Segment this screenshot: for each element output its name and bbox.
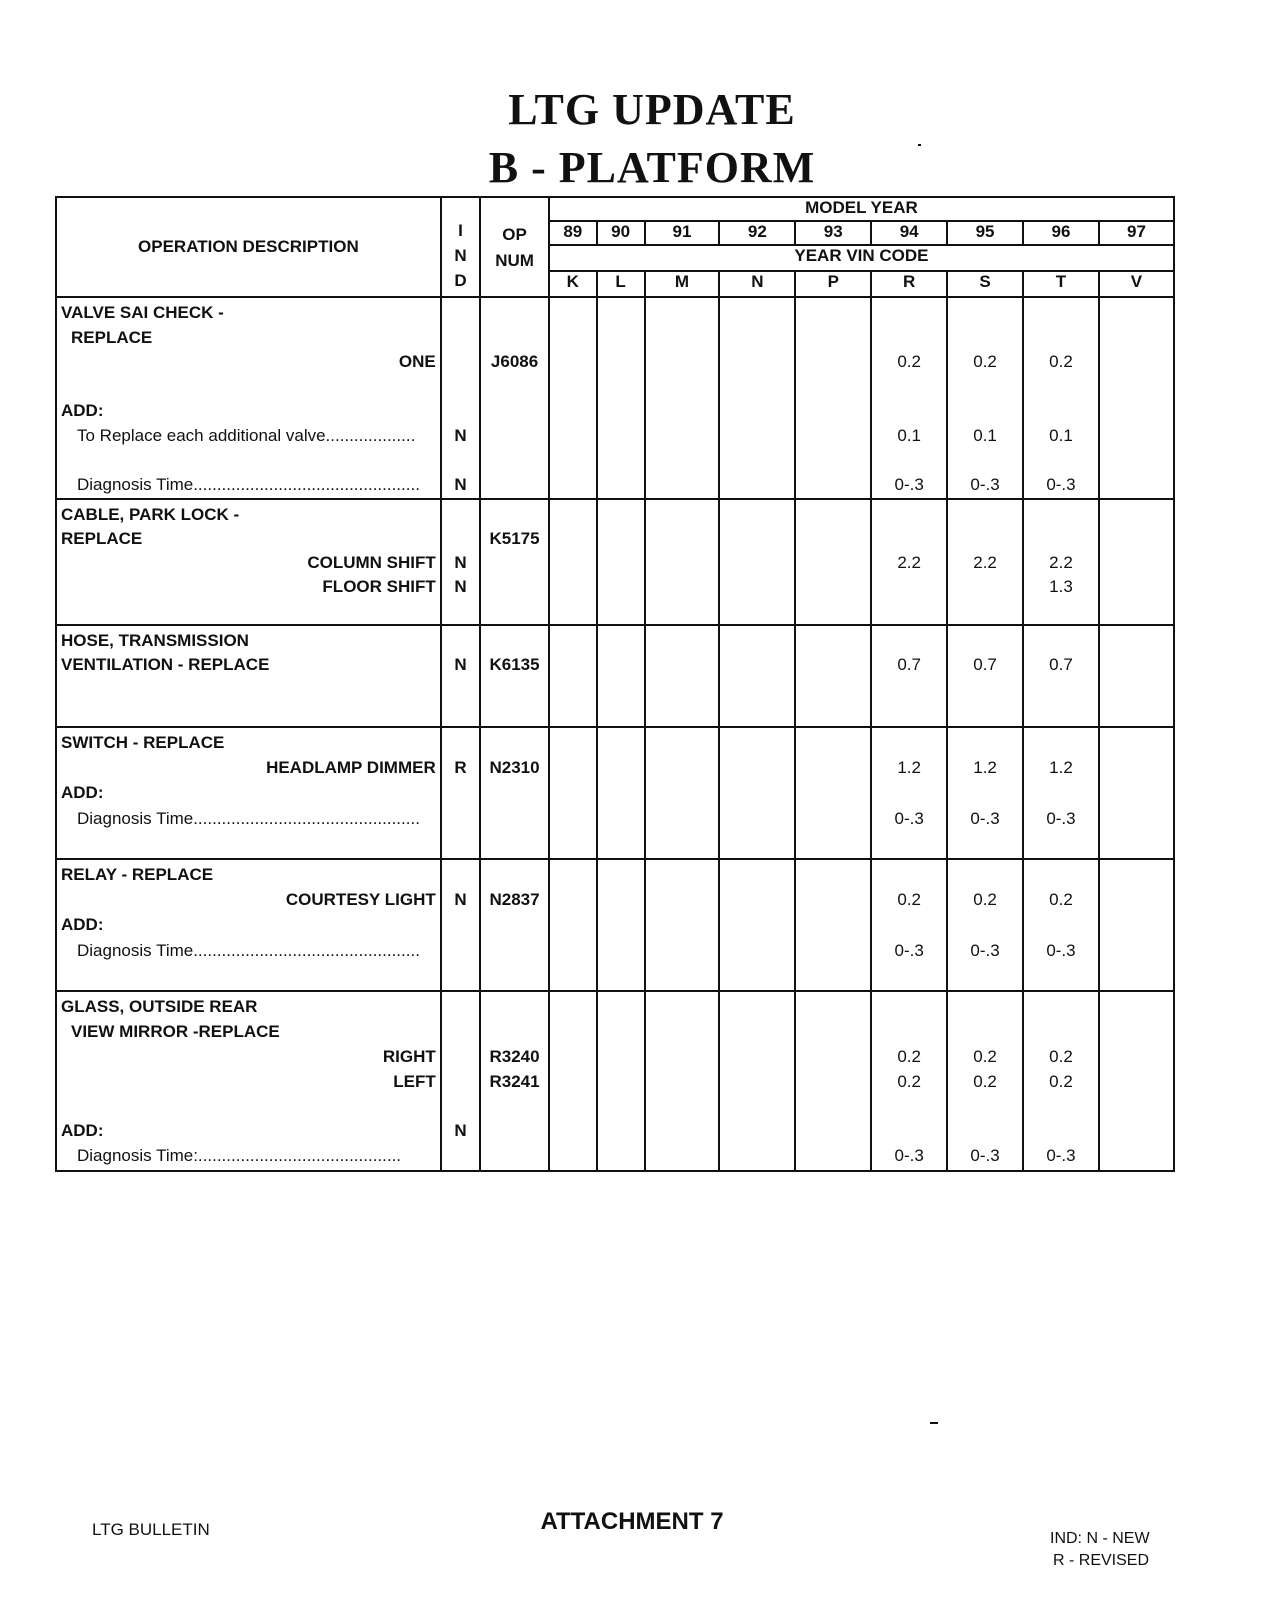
labor-time-value: 0-.3	[894, 940, 924, 960]
labor-time-value: 0-.3	[1046, 808, 1076, 828]
ind-flag: N	[454, 577, 467, 596]
year-93-cell	[795, 991, 871, 1171]
operation-label: GLASS, OUTSIDE REAR	[61, 997, 258, 1016]
op-num-cell	[480, 499, 549, 625]
year-90-cell	[597, 991, 645, 1171]
year-92-cell	[719, 991, 795, 1171]
model-year-90: 90	[597, 221, 645, 245]
labor-time-value: 0-.3	[970, 1146, 1000, 1166]
line-item-label: To Replace each additional valve...................	[77, 425, 416, 445]
labor-time-value: 0.7	[1049, 655, 1073, 674]
year-93-cell	[795, 297, 871, 499]
operation-label: RELAY - REPLACE	[61, 865, 214, 884]
year-92-cell	[719, 625, 795, 727]
op-num-cell	[480, 859, 549, 991]
op-number: K5175	[489, 529, 540, 548]
year-95-cell	[947, 991, 1023, 1171]
document-title: LTG UPDATE	[508, 85, 796, 134]
operation-section	[56, 499, 1174, 625]
op-number: J6086	[490, 352, 539, 371]
year-89-cell	[549, 859, 597, 991]
ind-flag: N	[454, 474, 467, 494]
labor-time-value: 0.1	[897, 425, 921, 445]
year-91-cell	[645, 625, 720, 727]
labor-time-value: 0.7	[897, 655, 921, 674]
operation-label: VIEW MIRROR -REPLACE	[71, 1021, 280, 1041]
line-item-label: Diagnosis Time................................................	[77, 474, 420, 494]
year-90-cell	[597, 625, 645, 727]
labor-time-value: 0.2	[1049, 352, 1073, 371]
year-97-cell	[1099, 727, 1174, 859]
op-num-cell	[480, 727, 549, 859]
labor-time-value: 0.2	[973, 1071, 997, 1091]
vin-code-l: L	[597, 271, 645, 297]
operation-label: ADD:	[61, 1121, 104, 1141]
description-cell	[56, 859, 441, 991]
year-89-cell	[549, 499, 597, 625]
scan-speck	[918, 144, 921, 146]
op-number: N2837	[489, 890, 540, 910]
year-94-cell	[871, 625, 947, 727]
year-90-cell	[597, 297, 645, 499]
year-91-cell	[645, 499, 720, 625]
labor-time-value: 1.2	[973, 758, 997, 778]
operation-label: ADD:	[61, 783, 104, 803]
labor-time-value: 0-.3	[894, 808, 924, 828]
year-90-cell	[597, 727, 645, 859]
variant-label: COLUMN SHIFT	[307, 553, 436, 572]
op-header-op: OP	[502, 225, 527, 244]
ind-cell	[441, 625, 481, 727]
year-97-cell	[1099, 499, 1174, 625]
year-94-cell	[871, 991, 947, 1171]
year-91-cell	[645, 297, 720, 499]
labor-time-value: 0.2	[1049, 890, 1073, 910]
year-90-cell	[597, 859, 645, 991]
year-95-cell	[947, 625, 1023, 727]
year-94-cell	[871, 499, 947, 625]
model-year-96: 96	[1023, 221, 1099, 245]
table-body	[56, 297, 1174, 1171]
ind-flag: N	[454, 890, 467, 910]
labor-time-value: 2.2	[897, 553, 921, 572]
ind-cell	[441, 859, 481, 991]
labor-time-value: 0.1	[973, 425, 997, 445]
op-num-cell	[480, 991, 549, 1171]
labor-time-value: 0.1	[1049, 425, 1073, 445]
description-cell	[56, 727, 441, 859]
year-92-cell	[719, 499, 795, 625]
year-94-cell	[871, 859, 947, 991]
year-96-cell	[1023, 859, 1099, 991]
year-91-cell	[645, 991, 720, 1171]
ind-flag: N	[454, 553, 467, 572]
labor-time-value: 0.2	[897, 1046, 921, 1066]
year-95-cell	[947, 297, 1023, 499]
variant-label: ONE	[398, 352, 436, 371]
year-89-cell	[549, 297, 597, 499]
year-97-cell	[1099, 625, 1174, 727]
year-94-cell	[871, 297, 947, 499]
year-96-cell	[1023, 499, 1099, 625]
model-year-91: 91	[645, 221, 720, 245]
year-95-cell	[947, 727, 1023, 859]
labor-time-value: 0.2	[897, 1071, 921, 1091]
labor-time-value: 0.2	[1049, 1071, 1073, 1091]
footer-bulletin-label: LTG BULLETIN	[92, 1520, 210, 1539]
labor-time-value: 0-.3	[1046, 1146, 1076, 1166]
year-93-cell	[795, 499, 871, 625]
description-cell	[56, 991, 441, 1171]
year-93-cell	[795, 727, 871, 859]
description-cell	[56, 297, 441, 499]
model-year-93: 93	[795, 221, 871, 245]
year-93-cell	[795, 859, 871, 991]
footer-attachment-label: ATTACHMENT 7	[540, 1508, 724, 1535]
operation-label: VENTILATION - REPLACE	[61, 655, 270, 674]
operation-section	[56, 859, 1174, 991]
year-90-cell	[597, 499, 645, 625]
ind-flag: N	[454, 425, 467, 445]
year-92-cell	[719, 297, 795, 499]
operation-section	[56, 991, 1174, 1171]
year-89-cell	[549, 727, 597, 859]
labor-time-value: 0.2	[1049, 1046, 1073, 1066]
year-vin-code-header: YEAR VIN CODE	[549, 245, 1174, 271]
model-year-94: 94	[871, 221, 947, 245]
op-header-num: NUM	[495, 251, 534, 270]
year-95-cell	[947, 499, 1023, 625]
labor-time-value: 1.3	[1049, 577, 1073, 596]
line-item-label: Diagnosis Time:...........................................	[77, 1146, 402, 1166]
year-92-cell	[719, 727, 795, 859]
labor-time-value: 0.2	[973, 890, 997, 910]
year-91-cell	[645, 859, 720, 991]
description-cell	[56, 499, 441, 625]
operation-label: HOSE, TRANSMISSION	[61, 631, 249, 650]
labor-time-value: 0-.3	[1046, 940, 1076, 960]
vin-code-v: V	[1099, 271, 1174, 297]
ind-cell	[441, 297, 481, 499]
model-year-97: 97	[1099, 221, 1174, 245]
year-91-cell	[645, 727, 720, 859]
labor-time-value: 0.2	[897, 352, 921, 371]
operation-label: ADD:	[61, 915, 104, 935]
footer-legend	[1050, 1528, 1150, 1572]
labor-time-value: 2.2	[1049, 553, 1073, 572]
labor-time-table	[55, 196, 1175, 1172]
operation-label: ADD:	[61, 401, 104, 420]
op-num-cell	[480, 297, 549, 499]
ind-header-d: D	[454, 271, 467, 290]
operation-section	[56, 297, 1174, 499]
operation-label: VALVE SAI CHECK -	[61, 303, 224, 322]
labor-time-value: 0.2	[897, 890, 921, 910]
ind-flag: R	[454, 758, 467, 778]
labor-time-value: 1.2	[1049, 758, 1073, 778]
labor-time-value: 0-.3	[894, 474, 924, 494]
ind-flag: N	[454, 655, 467, 674]
vin-code-n: N	[719, 271, 795, 297]
labor-time-value: 1.2	[897, 758, 921, 778]
ind-cell	[441, 991, 481, 1171]
op-number: R3241	[489, 1071, 540, 1091]
operation-section	[56, 625, 1174, 727]
operation-section	[56, 727, 1174, 859]
op-number: N2310	[489, 758, 540, 778]
variant-label: RIGHT	[382, 1046, 436, 1066]
labor-time-value: 0.2	[973, 1046, 997, 1066]
operation-description-header: OPERATION DESCRIPTION	[56, 197, 441, 297]
model-year-89: 89	[549, 221, 597, 245]
ind-header	[441, 197, 481, 297]
year-96-cell	[1023, 625, 1099, 727]
operation-label: CABLE, PARK LOCK -	[61, 505, 240, 524]
year-97-cell	[1099, 297, 1174, 499]
labor-time-value: 0-.3	[894, 1146, 924, 1166]
op-number: R3240	[489, 1046, 540, 1066]
operation-label: REPLACE	[71, 327, 153, 347]
labor-time-value: 2.2	[973, 553, 997, 572]
labor-time-value: 0-.3	[970, 474, 1000, 494]
description-cell	[56, 625, 441, 727]
document-subtitle: B - PLATFORM	[488, 143, 816, 192]
year-96-cell	[1023, 727, 1099, 859]
model-year-95: 95	[947, 221, 1023, 245]
table-header	[56, 197, 1174, 297]
footer-legend-new: IND: N - NEW	[1050, 1530, 1150, 1547]
variant-label: COURTESY LIGHT	[285, 890, 436, 910]
vin-code-t: T	[1023, 271, 1099, 297]
year-93-cell	[795, 625, 871, 727]
operation-label: SWITCH - REPLACE	[61, 733, 225, 752]
variant-label: LEFT	[393, 1071, 436, 1091]
variant-label: FLOOR SHIFT	[322, 577, 436, 596]
labor-time-value: 0.7	[973, 655, 997, 674]
operation-label: REPLACE	[61, 529, 143, 548]
ind-cell	[441, 727, 481, 859]
year-97-cell	[1099, 991, 1174, 1171]
vin-code-p: P	[795, 271, 871, 297]
line-item-label: Diagnosis Time................................................	[77, 940, 420, 960]
labor-time-value: 0-.3	[970, 940, 1000, 960]
labor-time-value: 0-.3	[970, 808, 1000, 828]
ind-header-n: N	[454, 246, 467, 265]
year-94-cell	[871, 727, 947, 859]
scan-speck	[930, 1422, 938, 1424]
variant-label: HEADLAMP DIMMER	[266, 758, 436, 778]
vin-code-k: K	[549, 271, 597, 297]
labor-time-value: 0-.3	[1046, 474, 1076, 494]
op-number: K6135	[489, 655, 540, 674]
year-95-cell	[947, 859, 1023, 991]
op-num-cell	[480, 625, 549, 727]
labor-time-value: 0.2	[973, 352, 997, 371]
year-96-cell	[1023, 297, 1099, 499]
vin-code-s: S	[947, 271, 1023, 297]
year-92-cell	[719, 859, 795, 991]
year-97-cell	[1099, 859, 1174, 991]
ind-cell	[441, 499, 481, 625]
vin-code-r: R	[871, 271, 947, 297]
vin-code-m: M	[645, 271, 720, 297]
model-year-92: 92	[719, 221, 795, 245]
year-89-cell	[549, 625, 597, 727]
ind-flag: N	[454, 1121, 467, 1141]
year-89-cell	[549, 991, 597, 1171]
model-year-header: MODEL YEAR	[549, 197, 1174, 221]
year-96-cell	[1023, 991, 1099, 1171]
op-num-header	[480, 197, 549, 297]
line-item-label: Diagnosis Time................................................	[77, 808, 420, 828]
footer-legend-revised: R - REVISED	[1053, 1552, 1150, 1569]
ind-header-i: I	[458, 221, 463, 240]
